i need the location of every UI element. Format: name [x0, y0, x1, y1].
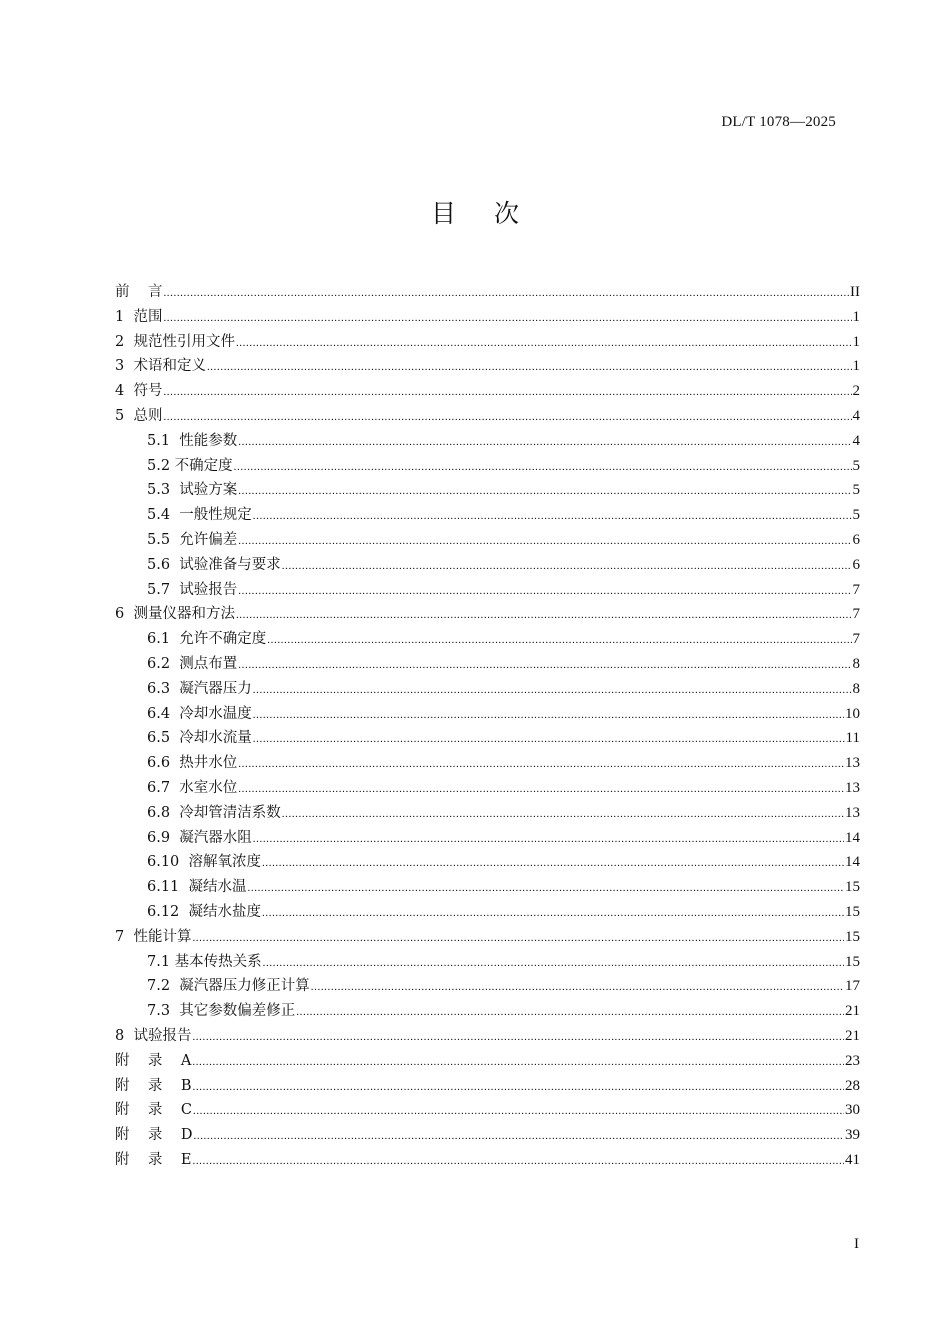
toc-entry[interactable] — [115, 454, 860, 479]
toc-entry[interactable] — [115, 280, 860, 305]
toc-entry[interactable] — [115, 875, 860, 900]
toc-leader-dots — [192, 926, 844, 951]
toc-entry-page-number: 13 — [845, 804, 860, 821]
toc-entry-page-number: 1 — [852, 333, 860, 350]
toc-entry-label: 6.3 凝汽器压力 — [147, 680, 252, 697]
toc-entry-label: 5.4 一般性规定 — [147, 507, 252, 524]
toc-leader-dots — [234, 455, 852, 480]
toc-entry-page-number: 30 — [845, 1102, 860, 1119]
toc-leader-dots — [238, 479, 851, 504]
toc-entry-page-number: 15 — [845, 953, 860, 970]
toc-entry-label: 6.1 允许不确定度 — [147, 631, 267, 648]
toc-entry[interactable] — [115, 751, 860, 776]
toc-entry[interactable] — [115, 429, 860, 454]
toc-entry-page-number: 15 — [845, 903, 860, 920]
toc-leader-dots — [263, 951, 844, 976]
toc-entry-label: 8 试验报告 — [115, 1027, 192, 1044]
toc-entry-page-number: 5 — [852, 457, 860, 474]
toc-entry-label: 附 录 D — [115, 1127, 193, 1144]
toc-entry[interactable] — [115, 1049, 860, 1074]
toc-entry[interactable] — [115, 1148, 860, 1173]
toc-leader-dots — [238, 430, 851, 455]
toc-entry[interactable] — [115, 528, 860, 553]
toc-leader-dots — [163, 306, 851, 331]
toc-entry-page-number: 39 — [845, 1127, 860, 1144]
toc-entry-page-number: 41 — [845, 1151, 860, 1168]
toc-entry[interactable] — [115, 478, 860, 503]
toc-leader-dots — [236, 331, 852, 356]
toc-entry-page-number: 8 — [852, 680, 860, 697]
toc-entry-page-number: 15 — [845, 928, 860, 945]
toc-entry-label: 附 录 C — [115, 1102, 192, 1119]
toc-leader-dots — [253, 678, 852, 703]
toc-leader-dots — [192, 1025, 844, 1050]
toc-entry-label: 6.5 冷却水流量 — [147, 730, 252, 747]
toc-entry-page-number: 7 — [852, 581, 860, 598]
toc-entry[interactable] — [115, 950, 860, 975]
toc-leader-dots — [311, 975, 844, 1000]
toc-entry[interactable] — [115, 677, 860, 702]
toc-entry[interactable] — [115, 900, 860, 925]
toc-leader-dots — [296, 1000, 844, 1025]
toc-leader-dots — [262, 851, 844, 876]
toc-entry[interactable] — [115, 1024, 860, 1049]
toc-entry-label: 6.12 凝结水盐度 — [147, 903, 262, 920]
toc-entry-page-number: 5 — [852, 507, 860, 524]
toc-entry-page-number: 14 — [845, 829, 860, 846]
toc-entry[interactable] — [115, 379, 860, 404]
toc-entry[interactable] — [115, 330, 860, 355]
toc-entry-page-number: II — [850, 284, 860, 300]
toc-entry-label: 7.3 其它参数偏差修正 — [147, 1003, 296, 1020]
toc-entry-label: 附 录 A — [115, 1052, 192, 1069]
toc-entry-label: 5.7 试验报告 — [147, 581, 238, 598]
toc-leader-dots — [193, 1075, 844, 1100]
toc-entry-label: 1 范围 — [115, 308, 163, 325]
toc-leader-dots — [262, 901, 844, 926]
toc-entry-label: 附 录 B — [115, 1077, 192, 1094]
toc-title: 目次 — [430, 199, 557, 228]
toc-entry[interactable] — [115, 1123, 860, 1148]
toc-entry-page-number: 21 — [845, 1003, 860, 1020]
toc-entry-label: 5.5 允许偏差 — [147, 531, 238, 548]
document-code: DL/T 1078—2025 — [721, 114, 836, 130]
toc-entry-label: 6.4 冷却水温度 — [147, 705, 252, 722]
toc-entry-page-number: 13 — [845, 755, 860, 772]
toc-entry-label: 7 性能计算 — [115, 928, 192, 945]
toc-entry-page-number: 6 — [852, 531, 860, 548]
toc-leader-dots — [253, 827, 844, 852]
toc-leader-dots — [282, 802, 844, 827]
toc-leader-dots — [282, 554, 852, 579]
toc-entry-label: 3 术语和定义 — [115, 358, 206, 375]
toc-entry[interactable] — [115, 776, 860, 801]
toc-entry-page-number: 10 — [845, 705, 860, 722]
toc-entry-page-number: 1 — [852, 358, 860, 375]
toc-entry-label: 5.1 性能参数 — [147, 432, 238, 449]
toc-leader-dots — [193, 1099, 844, 1124]
toc-entry[interactable] — [115, 999, 860, 1024]
toc-leader-dots — [163, 405, 851, 430]
toc-entry[interactable] — [115, 578, 860, 603]
toc-entry-page-number: 6 — [852, 556, 860, 573]
toc-leader-dots — [248, 876, 844, 901]
toc-entry-page-number: 5 — [852, 482, 860, 499]
toc-leader-dots — [238, 529, 851, 554]
toc-entry[interactable] — [115, 627, 860, 652]
toc-entry-page-number: 15 — [845, 879, 860, 896]
toc-entry[interactable] — [115, 1098, 860, 1123]
toc-entry-label: 6.2 测点布置 — [147, 655, 238, 672]
page-number: I — [854, 1236, 859, 1252]
toc-leader-dots — [236, 603, 852, 628]
toc-entry-label: 附 录 E — [115, 1151, 192, 1168]
toc-leader-dots — [163, 380, 851, 405]
toc-entry-page-number: 28 — [845, 1077, 860, 1094]
toc-entry-page-number: 13 — [845, 779, 860, 796]
toc-entry[interactable] — [115, 826, 860, 851]
toc-entry-page-number: 8 — [852, 655, 860, 672]
toc-entry[interactable] — [115, 305, 860, 330]
toc-entry-label: 6.7 水室水位 — [147, 779, 238, 796]
toc-entry-label: 4 符号 — [115, 383, 163, 400]
toc-entry-label: 6.9 凝汽器水阻 — [147, 829, 252, 846]
toc-leader-dots — [207, 355, 852, 380]
table-of-contents — [115, 280, 860, 1173]
toc-entry-label: 5.2 不确定度 — [147, 457, 233, 474]
toc-entry-label: 6.8 冷却管清洁系数 — [147, 804, 281, 821]
toc-entry-label: 6.10 溶解氧浓度 — [147, 854, 262, 871]
toc-entry-page-number: 4 — [852, 432, 860, 449]
toc-leader-dots — [253, 727, 845, 752]
toc-entry-page-number: 11 — [845, 730, 860, 747]
toc-entry-label: 7.1 基本传热关系 — [147, 953, 262, 970]
toc-entry[interactable] — [115, 801, 860, 826]
toc-entry-label: 5.6 试验准备与要求 — [147, 556, 281, 573]
toc-entry-label: 6.6 热井水位 — [147, 755, 238, 772]
toc-entry[interactable] — [115, 850, 860, 875]
toc-entry-page-number: 7 — [852, 631, 860, 648]
toc-entry-label: 5 总则 — [115, 407, 163, 424]
toc-entry-page-number: 1 — [852, 308, 860, 325]
toc-entry[interactable] — [115, 602, 860, 627]
toc-entry[interactable] — [115, 404, 860, 429]
toc-entry-label: 2 规范性引用文件 — [115, 333, 235, 350]
toc-leader-dots — [238, 653, 851, 678]
toc-entry[interactable] — [115, 726, 860, 751]
toc-leader-dots — [163, 281, 849, 306]
toc-leader-dots — [253, 504, 852, 529]
toc-entry[interactable] — [115, 354, 860, 379]
toc-leader-dots — [192, 1149, 844, 1174]
toc-leader-dots — [238, 752, 844, 777]
toc-entry-page-number: 14 — [845, 854, 860, 871]
toc-entry-page-number: 4 — [852, 407, 860, 424]
toc-entry-label: 6 测量仪器和方法 — [115, 606, 235, 623]
toc-leader-dots — [194, 1124, 845, 1149]
toc-entry[interactable] — [115, 925, 860, 950]
toc-entry-label: 6.11 凝结水温 — [147, 879, 247, 896]
toc-leader-dots — [267, 628, 851, 653]
toc-entry[interactable] — [115, 702, 860, 727]
toc-leader-dots — [238, 777, 844, 802]
toc-entry[interactable] — [115, 652, 860, 677]
toc-entry[interactable] — [115, 553, 860, 578]
toc-leader-dots — [238, 579, 851, 604]
toc-entry-label: 前 言 — [115, 284, 163, 300]
toc-entry-label: 5.3 试验方案 — [147, 482, 238, 499]
toc-entry[interactable] — [115, 503, 860, 528]
toc-leader-dots — [192, 1050, 844, 1075]
toc-entry-page-number: 7 — [852, 606, 860, 623]
toc-entry[interactable] — [115, 974, 860, 999]
toc-entry-page-number: 23 — [845, 1052, 860, 1069]
toc-entry-page-number: 17 — [845, 978, 860, 995]
toc-entry-label: 7.2 凝汽器压力修正计算 — [147, 978, 310, 995]
toc-entry-page-number: 2 — [852, 383, 860, 400]
toc-entry[interactable] — [115, 1074, 860, 1099]
toc-entry-page-number: 21 — [845, 1027, 860, 1044]
toc-leader-dots — [253, 703, 844, 728]
